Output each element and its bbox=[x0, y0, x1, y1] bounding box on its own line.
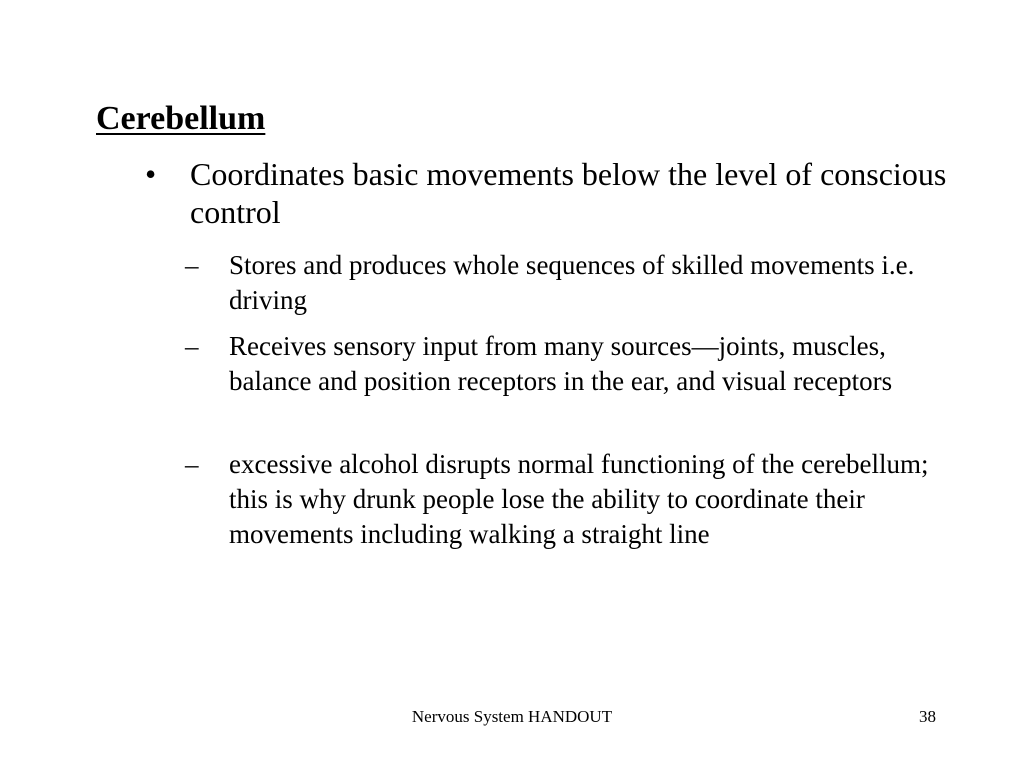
sub-item-marker: – bbox=[185, 331, 199, 361]
footer-title: Nervous System HANDOUT bbox=[411, 707, 613, 726]
page-number: 38 bbox=[919, 707, 936, 726]
sub-item-text: excessive alcohol disrupts normal functioning of the cerebellum; this is why drunk people lose the ability to coordinate their movements including walking a straight line bbox=[229, 449, 929, 549]
sub-item-marker: – bbox=[185, 449, 199, 479]
sub-item-text: Stores and produces whole sequences of skilled movements i.e. driving bbox=[229, 250, 915, 315]
slide-heading: Cerebellum bbox=[96, 100, 266, 137]
bullet-text: Coordinates basic movements below the level of conscious control bbox=[190, 156, 947, 230]
bullet-marker: • bbox=[145, 156, 157, 192]
sub-item-marker: – bbox=[185, 250, 199, 280]
sub-item-text: Receives sensory input from many sources—joints, muscles, balance and position receptors in the ear, and visual receptors bbox=[229, 331, 893, 396]
